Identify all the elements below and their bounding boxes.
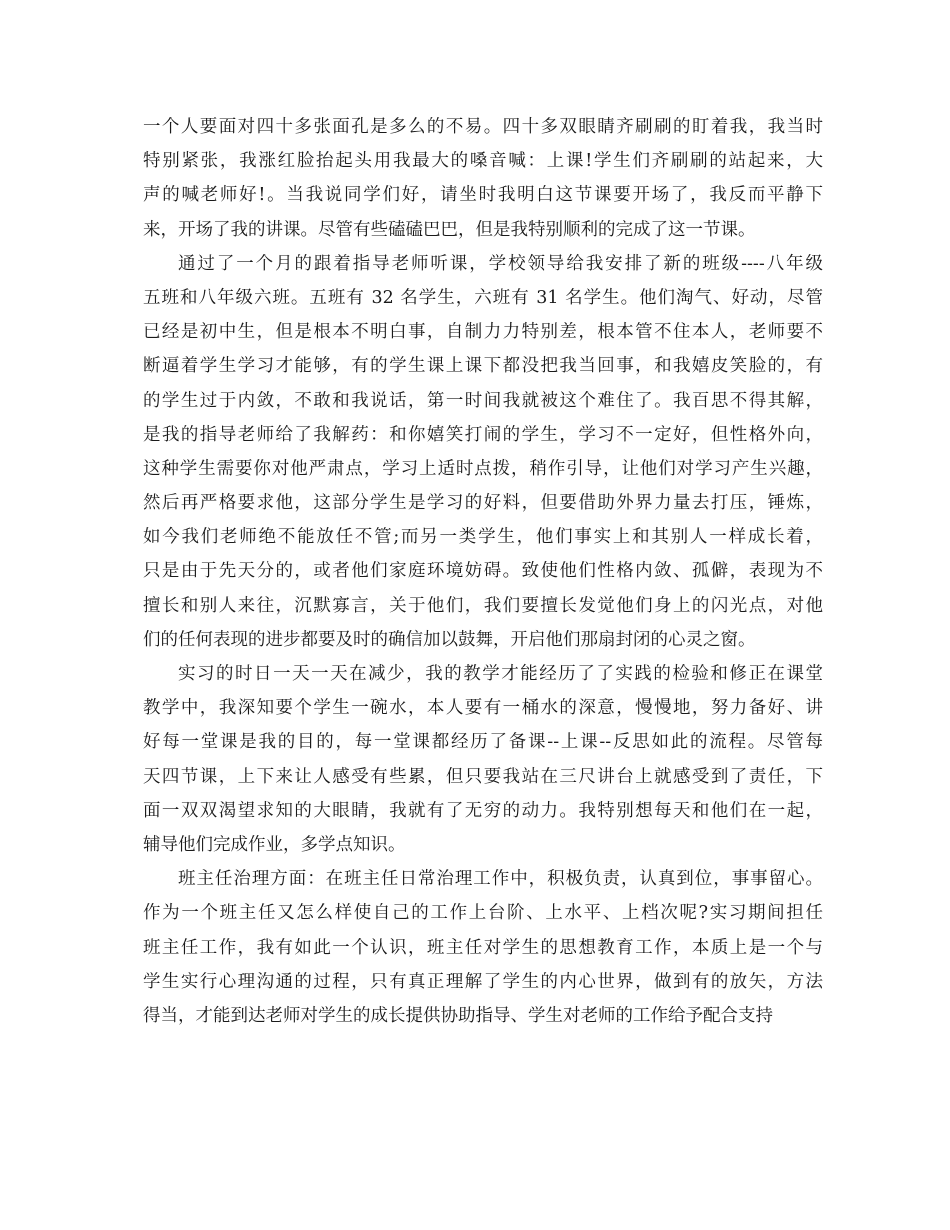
paragraph-line: 一个人要面对四十多张面孔是多么的不易。四十多双眼睛齐刷刷的盯着我，我当时 (143, 117, 823, 137)
paragraph-line: 只是由于先天分的，或者他们家庭环境妨碍。致使他们性格内敛、孤僻，表现为不 (143, 561, 823, 582)
paragraph-line: 实习的时日一天一天在减少，我的教学才能经历了了实践的检验和修正在课堂 (178, 664, 823, 684)
paragraph-1 (143, 110, 823, 247)
paragraph-line: 擅长和别人来往，沉默寡言，关于他们，我们要擅长发觉他们身上的闪光点，对他 (143, 595, 823, 616)
paragraph-line: 是我的指导老师给了我解药：和你嬉笑打闹的学生，学习不一定好，但性格外向， (143, 424, 823, 445)
document-body (143, 110, 823, 1033)
paragraph-line: 班主任治理方面：在班主任日常治理工作中，积极负责，认真到位，事事留心。 (178, 869, 823, 890)
paragraph-line: 们的任何表现的进步都要及时的确信加以鼓舞，开启他们那扇封闭的心灵之窗。 (143, 629, 756, 650)
paragraph-line: 这种学生需要你对他严肃点，学习上适时点拨，稍作引导，让他们对学习产生兴趣， (143, 458, 823, 479)
paragraph-line: 已经是初中生，但是根本不明白事，自制力力特别差，根本管不住本人，老师要不 (143, 322, 823, 343)
paragraph-line: 声的喊老师好!。当我说同学们好，请坐时我明白这节课要开场了，我反而平静下 (143, 185, 823, 206)
paragraph-line: 断逼着学生学习才能够，有的学生课上课下都没把我当回事，和我嬉皮笑脸的，有 (143, 356, 823, 377)
paragraph-line: 教学中，我深知要个学生一碗水，本人要有一桶水的深意，慢慢地，努力备好、讲 (143, 698, 823, 719)
paragraph-line: 辅导他们完成作业，多学点知识。 (143, 834, 406, 855)
paragraph-line: 的学生过于内敛，不敢和我说话，第一时间我就被这个难住了。我百思不得其解， (143, 390, 823, 411)
paragraph-line: 来，开场了我的讲课。尽管有些磕磕巴巴，但是我特别顺利的完成了这一节课。 (143, 219, 756, 240)
paragraph-line: 好每一堂课是我的目的，每一堂课都经历了备课--上课--反思如此的流程。尽管每 (143, 732, 823, 753)
paragraph-line: 面一双双渴望求知的大眼睛，我就有了无穷的动力。我特别想每天和他们在一起， (143, 800, 823, 821)
paragraph-line: 五班和八年级六班。五班有 32 名学生，六班有 31 名学生。他们淘气、好动，尽管 (143, 287, 823, 308)
paragraph-line: 作为一个班主任又怎么样使自己的工作上台阶、上水平、上档次呢?实习期间担任 (143, 903, 823, 924)
paragraph-2 (143, 247, 823, 657)
paragraph-3 (143, 657, 823, 862)
paragraph-4 (143, 862, 823, 1033)
paragraph-line: 通过了一个月的跟着指导老师听课，学校领导给我安排了新的班级----八年级 (178, 253, 823, 274)
paragraph-line: 得当，才能到达老师对学生的成长提供协助指导、学生对老师的工作给予配合支持 (143, 1005, 773, 1026)
paragraph-line: 然后再严格要求他，这部分学生是学习的好料，但要借助外界力量去打压，锤炼， (143, 493, 823, 514)
paragraph-line: 如今我们老师绝不能放任不管;而另一类学生，他们事实上和其别人一样成长着， (143, 527, 823, 548)
paragraph-line: 学生实行心理沟通的过程，只有真正理解了学生的内心世界，做到有的放矢，方法 (143, 971, 823, 992)
paragraph-line: 班主任工作，我有如此一个认识，班主任对学生的思想教育工作，本质上是一个与 (143, 937, 823, 958)
paragraph-line: 天四节课，上下来让人感受有些累，但只要我站在三尺讲台上就感受到了责任，下 (143, 766, 823, 787)
paragraph-line: 特别紧张，我涨红脸抬起头用我最大的嗓音喊：上课!学生们齐刷刷的站起来，大 (143, 151, 823, 172)
